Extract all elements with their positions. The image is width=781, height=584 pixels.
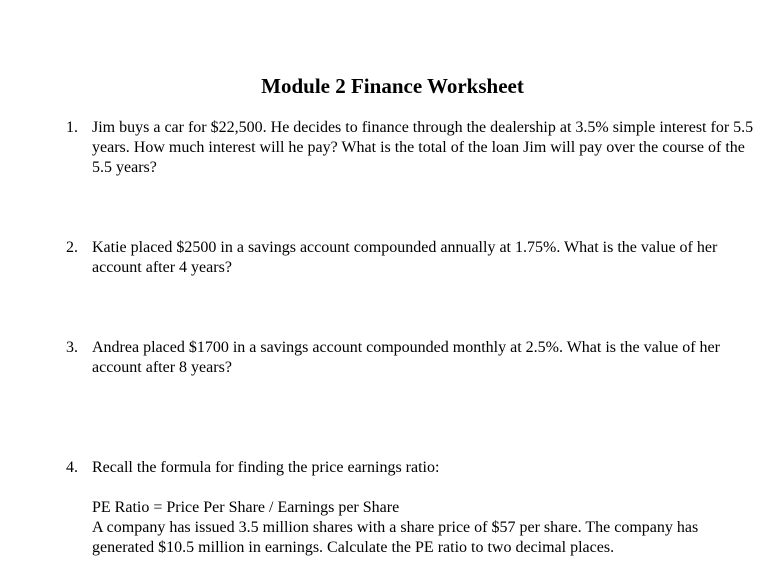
question-item <box>66 458 756 558</box>
question-item <box>66 338 756 378</box>
question-text: Jim buys a car for $22,500. He decides to finance through the dealership at 3.5% simple interest for 5.5 years. How much interest will he pay? What is the total of the loan Jim will pay over the course of the 5.5 years? <box>92 119 754 176</box>
question-text: Andrea placed $1700 in a savings account compounded monthly at 2.5%. What is the value of her account after 8 years? <box>92 339 720 376</box>
question-number: 3. <box>66 339 78 356</box>
question-number: 1. <box>66 119 78 136</box>
page-title: Module 2 Finance Worksheet <box>261 74 524 98</box>
question-problem: A company has issued 3.5 million shares with a share price of $57 per share. The company has generated $10.5 million in earnings. Calculate the PE ratio to two decimal places. <box>92 519 699 556</box>
question-number: 4. <box>66 459 78 476</box>
question-item <box>66 238 756 278</box>
question-text: Katie placed $2500 in a savings account compounded annually at 1.75%. What is the value of her account after 4 years? <box>92 239 718 276</box>
pe-ratio-formula: PE Ratio = Price Per Share / Earnings per Share <box>92 499 400 516</box>
question-item <box>66 118 756 178</box>
question-text: Recall the formula for finding the price earnings ratio: <box>92 459 440 476</box>
question-number: 2. <box>66 239 78 256</box>
